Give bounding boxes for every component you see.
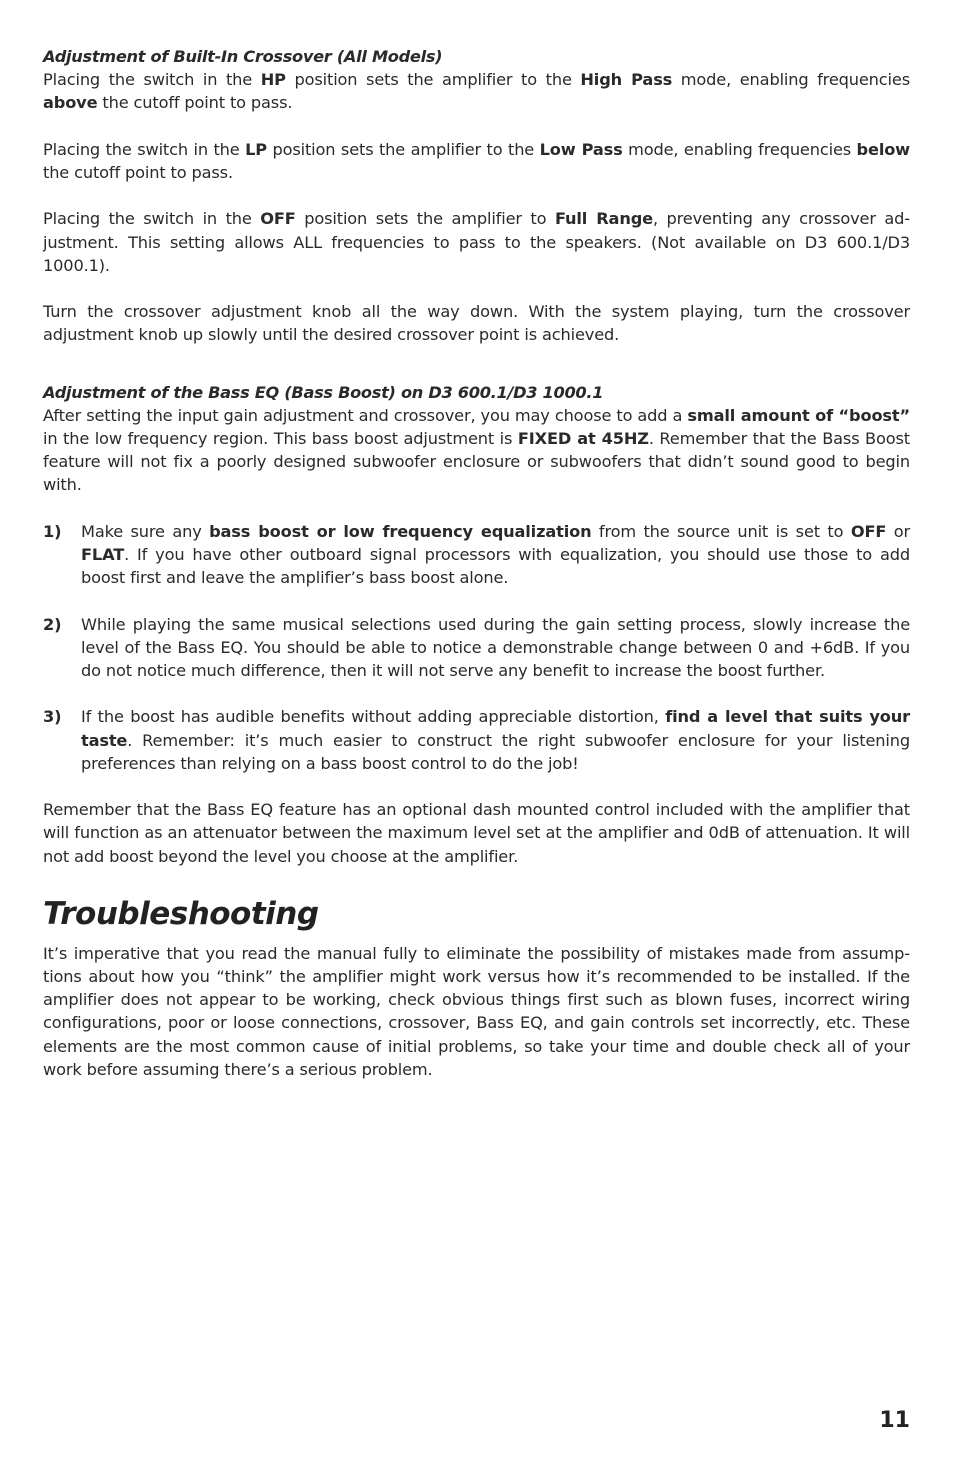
manual-page: [43, 45, 910, 1081]
step-item-2: 2) While playing the same musical selections used during the gain setting process, slowly increase the level of the Bass EQ. You should be able to notice a demonstrable change between 0 and +6dB. If you do not notice much difference, then it will not serve any benefit to increase the boost further.: [43, 614, 910, 680]
lp-paragraph: Placing the switch in the LP position sets the amplifier to the Low Pass mode, enabling frequencies below the cutoff point to pass.: [43, 139, 910, 182]
knob-paragraph: Turn the crossover adjustment knob all the way down. With the system playing, turn the crossover adjustment knob up slowly until the desired crossover point is achieved.: [43, 302, 910, 345]
step-number: 1): [43, 521, 62, 541]
off-paragraph: Placing the switch in the OFF position sets the amplifier to Full Range, preventing any crossover ad-justment. This setting allows ALL frequencies to pass to the speakers. (Not available on D3 600.1/D3 1000.1).: [43, 209, 910, 275]
bass-eq-heading: Adjustment of the Bass EQ (Bass Boost) on D3 600.1/D3 1000.1: [43, 382, 604, 402]
bass-eq-intro: After setting the input gain adjustment and crossover, you may choose to add a small amount of “boost” in the low frequency region. This bass boost adjustment is FIXED at 45HZ. Remember that the Bass Boost feature will not fix a poorly designed subwoofer enclosure or subwoofers that didn’t sound good to begin with.: [43, 405, 910, 495]
step-item-1: 1) Make sure any bass boost or low frequency equalization from the source unit is set to OFF or FLAT. If you have other outboard signal processors with equalization, you should use those to add boost first and leave the amplifier’s bass boost alone.: [43, 521, 911, 588]
troubleshooting-body: It’s imperative that you read the manual fully to eliminate the possibility of mistakes made from assump-tions about how you “think” the amplifier might work versus how it’s recommended to be installed. If the amplifier does not appear to be working, check obvious things first such as blown fuses, incorrect wiring configurations, poor or loose connections, crossover, Bass EQ, and gain controls set incorrectly, etc. These elements are the most common cause of initial problems, so take your time and double check all of your work before assuming there’s a serious problem.: [43, 943, 910, 1079]
troubleshooting-title: Troubleshooting: [43, 895, 319, 932]
step-number: 2): [43, 614, 62, 634]
step-number: 3): [43, 707, 62, 727]
hp-paragraph: Placing the switch in the HP position sets the amplifier to the High Pass mode, enabling frequencies above the cutoff point to pass.: [43, 70, 910, 113]
remote-control-paragraph: Remember that the Bass EQ feature has an optional dash mounted control included with the amplifier that will function as an attenuator between the maximum level set at the amplifier and 0dB of attenuation. It will not add boost beyond the level you choose at the amplifier.: [43, 800, 910, 866]
step-item-3: 3) If the boost has audible benefits without adding appreciable distortion, find a level that suits your taste. Remember: it’s much easier to construct the right subwoofer enclosure for your listening preferences than relying on a bass boost control to do the job!: [43, 707, 910, 773]
page-number: 11: [879, 1408, 910, 1433]
crossover-heading: Adjustment of Built-In Crossover (All Models): [43, 47, 443, 66]
